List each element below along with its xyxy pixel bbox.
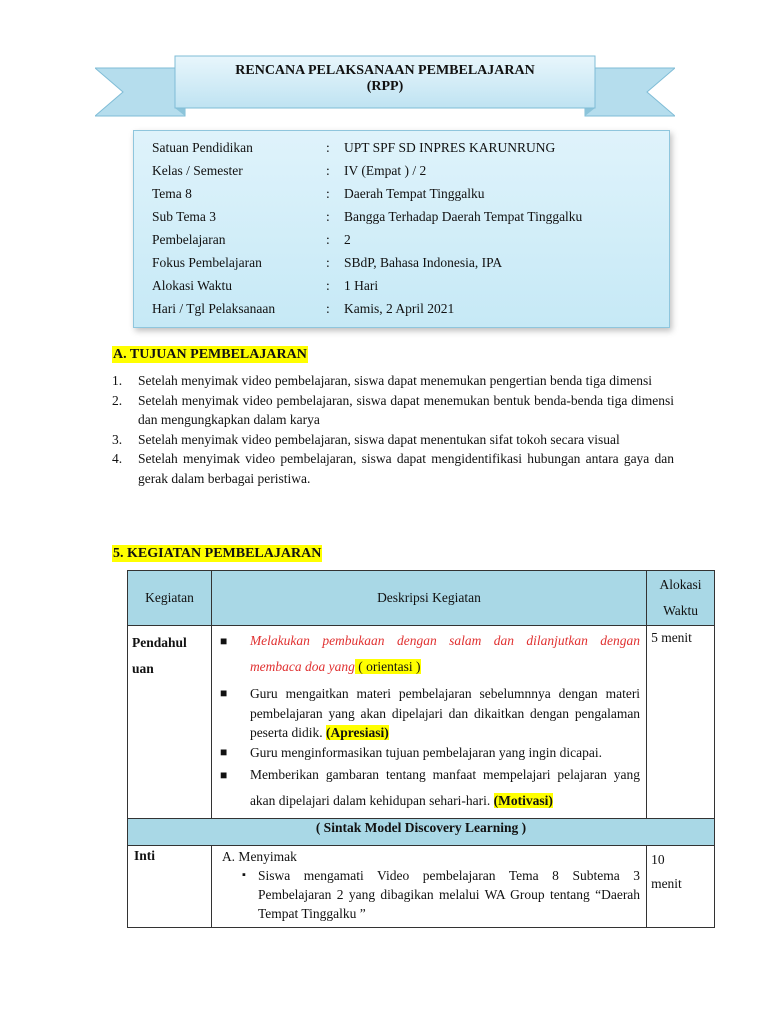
table-row	[128, 846, 715, 928]
bullet-text: Memberikan gambaran tentang manfaat mempelajari pelajaran yang akan dipelajari dalam kehidupan sehari-hari.	[249, 767, 641, 808]
list-text: Setelah menyimak video pembelajaran, siswa dapat mengidentifikasi hubungan antara gaya dan gerak dalam berbagai peristiwa.	[138, 451, 674, 486]
info-label: Pembelajaran	[152, 232, 226, 247]
bullet-text: Siswa mengamati Video pembelajaran Tema 8 Subtema 3 Pembelajaran 2 yang dibagikan melalui WA Group tentang “Daerah Tempat Tinggalku ”	[257, 868, 641, 921]
label-line2: uan	[132, 661, 154, 676]
list-item	[222, 866, 640, 923]
info-label: Kelas / Semester	[152, 163, 243, 178]
bullet-square-icon: ■	[219, 768, 228, 782]
info-value: Kamis, 2 April 2021	[344, 301, 455, 316]
info-separator: :	[326, 186, 330, 201]
title-line-1: RENCANA PELAKSANAAN PEMBELAJARAN	[235, 63, 535, 78]
bullet-square-icon: ▪	[241, 869, 246, 881]
header-alokasi-line2: Waktu	[663, 603, 698, 618]
list-number: 2.	[112, 392, 123, 408]
list-number: 1.	[112, 373, 123, 388]
identity-box	[133, 130, 670, 328]
list-item	[112, 371, 674, 391]
table-row	[128, 626, 715, 819]
header-alokasi-line1: Alokasi	[659, 577, 702, 592]
info-label: Satuan Pendidikan	[152, 140, 253, 155]
time-line2: menit	[651, 876, 682, 891]
time-line1: 10	[651, 852, 665, 867]
tujuan-list	[112, 371, 674, 488]
bullet-text: Guru menginformasikan tujuan pembelajaran yang ingin dicapai.	[249, 744, 602, 760]
section-heading-tujuan: A. TUJUAN PEMBELAJARAN	[113, 347, 307, 362]
row-time-inti	[647, 846, 715, 928]
info-value: 1 Hari	[344, 278, 379, 293]
info-separator: :	[326, 232, 330, 247]
row-label-pendahuluan	[128, 626, 212, 819]
info-label: Hari / Tgl Pelaksanaan	[152, 301, 276, 316]
list-item	[212, 628, 640, 680]
table-header-row	[128, 571, 715, 626]
list-text: Setelah menyimak video pembelajaran, siswa dapat menemukan pengertian benda tiga dimensi	[138, 373, 652, 388]
row-desc-pendahuluan	[211, 626, 646, 819]
list-item	[112, 449, 674, 488]
info-value: 2	[344, 232, 351, 247]
info-value: Daerah Tempat Tinggalku	[344, 186, 485, 201]
bullet-text: Melakukan pembukaan dengan salam dan dilanjutkan dengan membaca doa yang	[249, 633, 641, 674]
header-alokasi	[647, 571, 715, 626]
list-number: 3.	[112, 431, 123, 447]
info-value: UPT SPF SD INPRES KARUNRUNG	[344, 140, 556, 155]
bullet-square-icon: ■	[219, 686, 228, 700]
header-deskripsi: Deskripsi Kegiatan	[211, 571, 646, 626]
bullet-tag: ( orientasi )	[354, 659, 421, 674]
info-separator: :	[326, 301, 330, 316]
list-item	[112, 430, 674, 450]
info-separator: :	[326, 255, 330, 270]
bullet-square-icon: ■	[219, 634, 228, 648]
section-heading-kegiatan: 5. KEGIATAN PEMBELAJARAN	[113, 546, 322, 561]
sintak-row: ( Sintak Model Discovery Learning )	[128, 819, 715, 846]
info-value: IV (Empat ) / 2	[344, 163, 427, 178]
bullet-square-icon: ■	[219, 744, 228, 759]
list-item	[212, 684, 640, 743]
header-kegiatan: Kegiatan	[128, 571, 212, 626]
list-item	[212, 743, 640, 763]
row-time-pendahuluan: 5 menit	[647, 626, 715, 819]
bullet-tag: (Apresiasi)	[326, 725, 389, 740]
list-item	[112, 391, 674, 430]
info-label: Sub Tema 3	[152, 209, 217, 224]
info-value: Bangga Terhadap Daerah Tempat Tinggalku	[344, 209, 583, 224]
inti-subheading: A. Menyimak	[221, 849, 297, 864]
list-item	[212, 762, 640, 814]
row-label-inti: Inti	[128, 846, 212, 928]
list-text: Setelah menyimak video pembelajaran, siswa dapat menemukan bentuk benda-benda tiga dimensi dan mengungkapkan dalam karya	[138, 392, 674, 427]
info-separator: :	[326, 163, 330, 178]
table-row	[128, 819, 715, 846]
info-label: Alokasi Waktu	[152, 278, 233, 293]
list-number: 4.	[112, 451, 123, 466]
title-line-2: (RPP)	[366, 79, 404, 94]
info-label: Tema 8	[152, 186, 192, 201]
row-desc-inti	[211, 846, 646, 928]
bullet-tag: (Motivasi)	[493, 793, 553, 808]
info-label: Fokus Pembelajaran	[152, 255, 262, 270]
document-title	[175, 57, 595, 107]
info-separator: :	[326, 278, 330, 293]
label-line1: Pendahul	[132, 635, 187, 650]
info-value: SBdP, Bahasa Indonesia, IPA	[344, 255, 503, 270]
kegiatan-table	[127, 570, 715, 928]
info-separator: :	[326, 140, 330, 155]
bullet-text: Guru mengaitkan materi pembelajaran sebelumnnya dengan materi pembelajaran yang akan dipelajari dan dikaitkan dengan pengalaman peserta didik.	[249, 686, 641, 740]
info-separator: :	[326, 209, 330, 224]
list-text: Setelah menyimak video pembelajaran, siswa dapat menentukan sifat tokoh secara visual	[138, 431, 620, 447]
